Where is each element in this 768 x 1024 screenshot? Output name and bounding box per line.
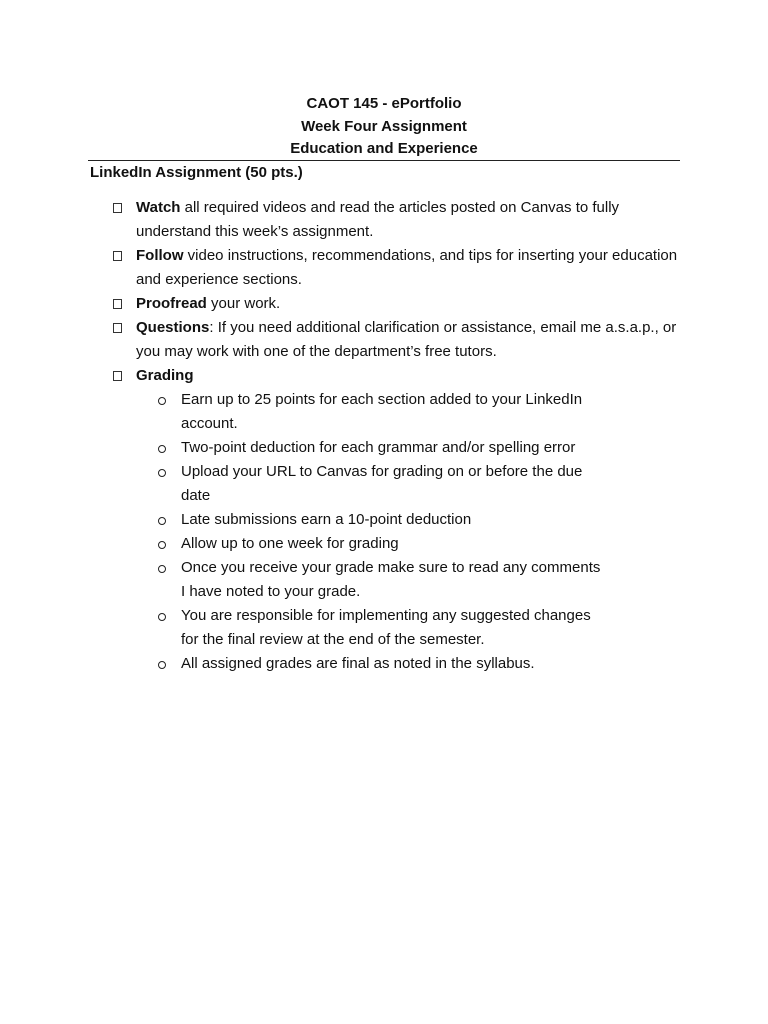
- grading-point-text: All assigned grades are final as noted in the syllabus.: [181, 655, 535, 672]
- checklist-item-follow: [0, 244, 768, 292]
- grading-point: [0, 652, 688, 676]
- item-keyword: Follow: [136, 247, 184, 264]
- circle-bullet-icon: [158, 517, 166, 525]
- circle-bullet-icon: [158, 565, 166, 573]
- section-heading: LinkedIn Assignment (50 pts.): [90, 164, 303, 181]
- item-keyword: Proofread: [136, 295, 207, 312]
- circle-bullet-icon: [158, 541, 166, 549]
- checkbox-icon[interactable]: [113, 251, 122, 261]
- checklist: [0, 196, 768, 676]
- grading-point: [0, 508, 688, 532]
- grading-point-text: Once you receive your grade make sure to read any comments I have noted to your grade.: [181, 559, 601, 600]
- checklist-item-questions: [0, 316, 768, 364]
- grading-point-text: You are responsible for implementing any suggested changes for the final review at the end of the semester.: [181, 607, 591, 648]
- item-keyword: Questions: [136, 319, 210, 336]
- grading-point: [0, 436, 688, 460]
- item-text: : If you need additional clarification or assistance, email me a.s.a.p., or you may work with one of the department’s free tutors.: [136, 319, 677, 360]
- checkbox-icon[interactable]: [113, 203, 122, 213]
- grading-point-text: Allow up to one week for grading: [181, 535, 399, 552]
- circle-bullet-icon: [158, 613, 166, 621]
- circle-bullet-icon: [158, 445, 166, 453]
- checkbox-icon[interactable]: [113, 299, 122, 309]
- circle-bullet-icon: [158, 397, 166, 405]
- circle-bullet-icon: [158, 661, 166, 669]
- title-block: [0, 93, 768, 161]
- topic-title: Education and Experience: [290, 140, 478, 157]
- grading-point: [0, 532, 688, 556]
- item-keyword: Grading: [136, 367, 194, 384]
- divider-rule: [88, 160, 680, 161]
- grading-point: [0, 388, 688, 436]
- assignment-title: Week Four Assignment: [301, 117, 467, 135]
- item-text: all required videos and read the articles posted on Canvas to fully understand this week’s assignment.: [136, 199, 620, 240]
- grading-list: [136, 388, 688, 676]
- grading-point-text: Upload your URL to Canvas for grading on or before the due date: [181, 463, 583, 504]
- checkbox-icon[interactable]: [113, 323, 122, 333]
- item-text: video instructions, recommendations, and tips for inserting your education and experience sections.: [136, 247, 678, 288]
- grading-point-text: Earn up to 25 points for each section added to your LinkedIn account.: [181, 391, 583, 432]
- course-title: CAOT 145 - ePortfolio: [306, 95, 462, 112]
- item-text: your work.: [206, 295, 281, 312]
- checklist-item-watch: [0, 196, 768, 244]
- grading-point: [0, 460, 688, 508]
- checkbox-icon[interactable]: [113, 371, 122, 381]
- item-keyword: Watch: [136, 199, 181, 216]
- circle-bullet-icon: [158, 469, 166, 477]
- grading-point-text: Late submissions earn a 10-point deduction: [181, 511, 472, 528]
- checklist-item-proofread: [0, 292, 768, 316]
- checklist-item-grading: [0, 364, 768, 676]
- grading-point: [0, 604, 688, 652]
- grading-point: [0, 556, 688, 604]
- grading-point-text: Two-point deduction for each grammar and/or spelling error: [181, 439, 576, 456]
